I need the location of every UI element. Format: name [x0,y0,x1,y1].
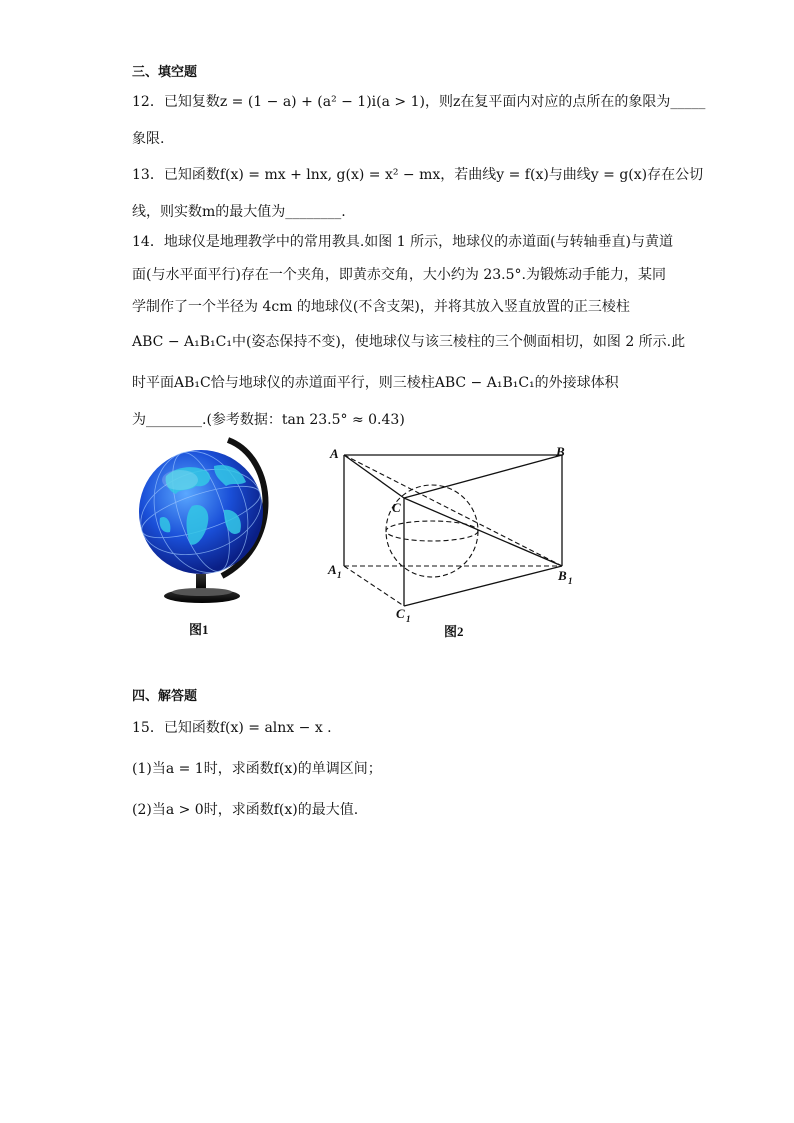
question-12-line-1: 12．已知复数z = (1 − a) + (a² − 1)i(a > 1)，则z在复平面内对应的点所在的象限为_____ [132,94,706,110]
edge-ac [344,455,404,498]
figure-2-caption: 图2 [444,624,464,639]
question-13-line-2: 线，则实数m的最大值为________. [132,204,346,220]
section-title-fill-in: 三、填空题 [132,65,198,80]
globe-figure [136,436,276,608]
sphere-equator [386,521,478,541]
hidden-edge-ab1 [344,455,562,566]
question-12-line-2: 象限. [132,131,165,147]
question-15-line-1: 15．已知函数f(x) = alnx − x . [132,720,332,736]
question-14-line-1: 14．地球仪是地理教学中的常用教具.如图 1 所示，地球仪的赤道面(与转轴垂直)与黄道 [132,234,673,250]
edge-bc [404,455,562,498]
figure-1-caption: 图1 [189,622,209,637]
question-14-line-2: 面(与水平面平行)存在一个夹角，即黄赤交角，大小约为 23.5°.为锻炼动手能力，某同 [132,267,666,283]
section-title-answer: 四、解答题 [132,689,198,704]
label-a1-sub: 1 [337,570,342,580]
hidden-edge-a1c1 [344,566,404,606]
globe-image [136,436,276,608]
label-c: C [392,500,401,515]
label-a1: A [328,562,337,577]
edge-cb1 [404,498,562,566]
label-b1: B [558,568,567,583]
label-c1: C [396,606,405,621]
question-15-part-1: (1)当a = 1时，求函数f(x)的单调区间； [132,761,382,777]
label-b: B [556,444,565,459]
label-a: A [330,446,339,461]
label-c1-sub: 1 [406,614,411,624]
prism-figure [326,440,580,624]
question-14-line-5: 时平面AB₁C恰与地球仪的赤道面平行，则三棱柱ABC − A₁B₁C₁的外接球体积 [132,375,619,391]
question-14-line-3: 学制作了一个半径为 4cm 的地球仪(不含支架)，并将其放入竖直放置的正三棱柱 [132,299,630,315]
prism-diagram [326,440,580,624]
label-b1-sub: 1 [568,576,573,586]
question-13-line-1: 13．已知函数f(x) = mx + lnx, g(x) = x² − mx，若曲线y = f(x)与曲线y = g(x)存在公切 [132,167,704,183]
question-15-part-2: (2)当a > 0时，求函数f(x)的最大值. [132,802,359,818]
edge-c1b1 [404,566,562,606]
question-14-line-6: 为________.(参考数据：tan 23.5° ≈ 0.43) [132,412,405,428]
question-14-line-4: ABC − A₁B₁C₁中(姿态保持不变)，使地球仪与该三棱柱的三个侧面相切，如图 2 所示.此 [132,334,686,350]
sphere-outline [386,485,478,577]
